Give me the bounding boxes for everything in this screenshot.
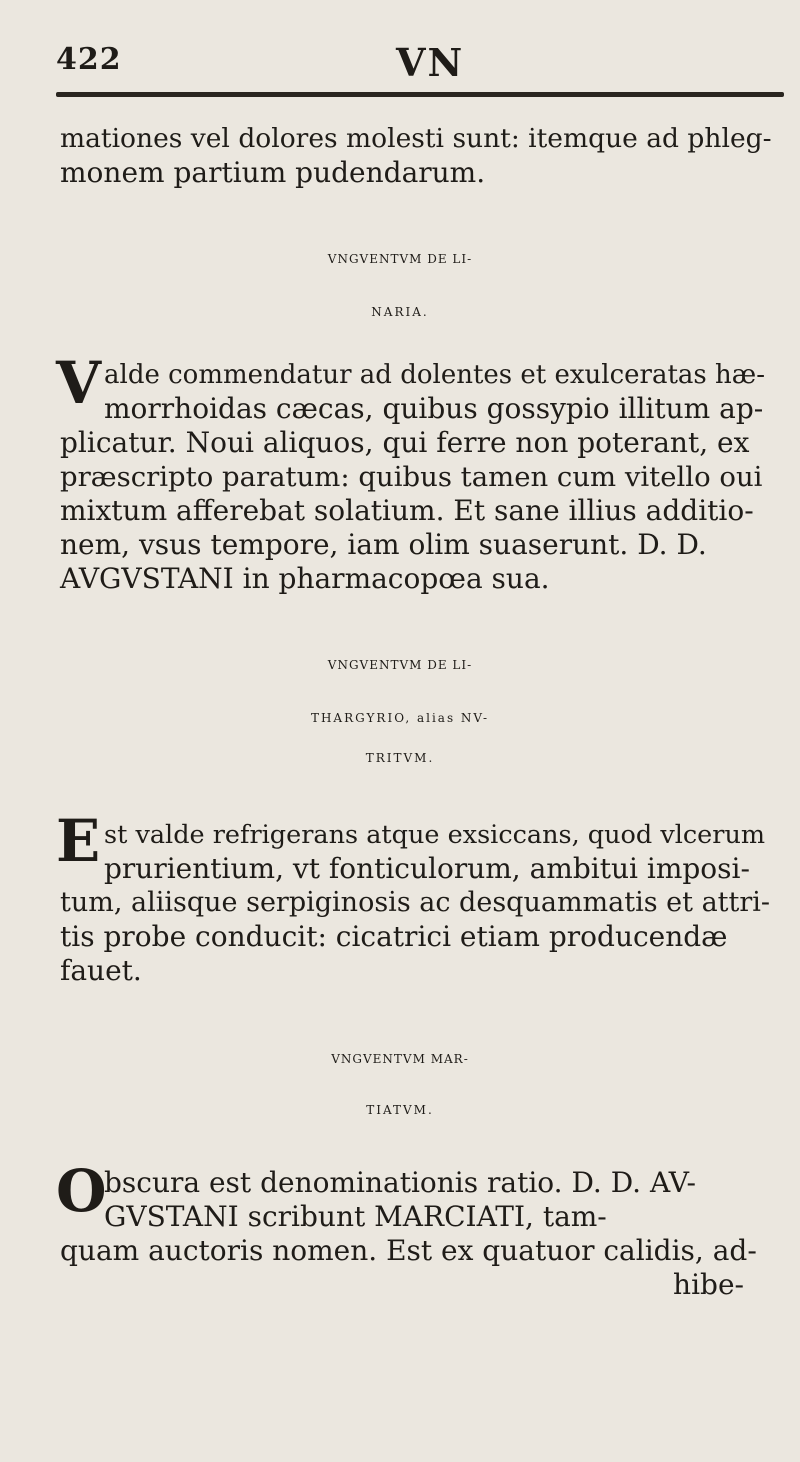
section-title: VNGVENTVM MAR- (331, 1052, 469, 1066)
section-subtitle: TRITVM. (365, 751, 435, 765)
continuation-line: monem partium pudendarum. (60, 156, 486, 189)
catchword: hibe- (673, 1268, 744, 1301)
page-number: 422 (56, 42, 122, 77)
section-title: VNGVENTVM DE LI- (327, 658, 473, 672)
page-header (0, 40, 800, 96)
section-subtitle: THARGYRIO, alias NV- (310, 711, 490, 725)
section-subtitle: NARIA. (371, 305, 429, 319)
paragraph-line: fauet. (60, 954, 142, 987)
paragraph-line: AVGVSTANI in pharmacopœa sua. (60, 562, 550, 595)
paragraph-line: bscura est denominationis ratio. D. D. AV- (104, 1166, 696, 1199)
running-head: VN (396, 40, 465, 85)
section-subtitle: TIATVM. (366, 1103, 434, 1117)
paragraph-line: st valde refrigerans atque exsiccans, quod vlcerum (104, 820, 766, 850)
paragraph-line: GVSTANI scribunt MARCIATI, tam- (104, 1200, 607, 1233)
paragraph-line: morrhoidas cæcas, quibus gossypio illitum ap- (104, 392, 764, 425)
drop-initial: E (56, 807, 101, 875)
drop-initial: O (56, 1157, 107, 1225)
paragraph-line: alde commendatur ad dolentes et exulceratas hæ- (104, 360, 766, 390)
paragraph-line: nem, vsus tempore, iam olim suaserunt. D. D. (60, 528, 707, 561)
paragraph-line: mixtum afferebat solatium. Et sane illius additio- (60, 494, 754, 527)
section-title: VNGVENTVM DE LI- (327, 252, 473, 266)
paragraph-line: plicatur. Noui aliquos, qui ferre non poterant, ex (60, 426, 750, 459)
header-rule (56, 92, 784, 97)
drop-initial: V (56, 349, 102, 417)
continuation-line: mationes vel dolores molesti sunt: itemque ad phleg- (60, 123, 772, 154)
paragraph-line: tis probe conducit: cicatrici etiam producendæ (60, 920, 728, 953)
paragraph-line: tum, aliisque serpiginosis ac desquammatis et attri- (60, 887, 771, 918)
paragraph-line: prurientium, vt fonticulorum, ambitui imposi- (104, 852, 750, 885)
paragraph-line: quam auctoris nomen. Est ex quatuor calidis, ad- (60, 1234, 757, 1267)
paragraph-line: præscripto paratum: quibus tamen cum vitello oui (60, 461, 763, 493)
